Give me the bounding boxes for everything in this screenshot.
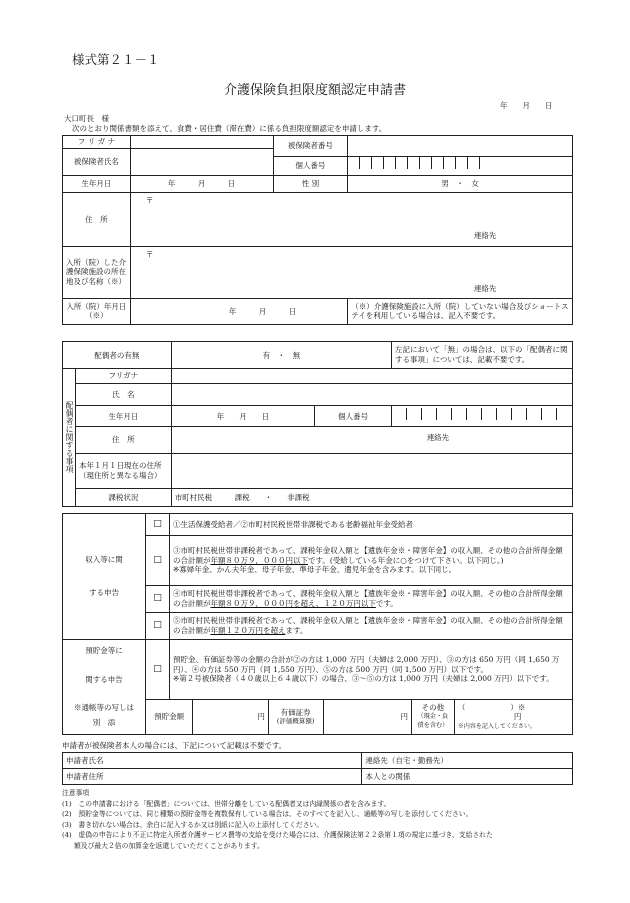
personal-number-boxes[interactable]	[348, 157, 573, 175]
savings-check[interactable]: □	[145, 640, 169, 700]
spouse-name-input[interactable]	[171, 383, 572, 406]
form-number: 様式第２１－１	[72, 52, 160, 67]
address-label: 住 所	[63, 192, 131, 246]
facility-input[interactable]	[130, 246, 572, 298]
spouse-side-label: 配偶者に関する事項	[63, 369, 76, 507]
note-2: (2) 預貯金等については、同じ種類の預貯金等を複数保有している場合は、そのすべてを記入し、通帳等の写しを添付してください。	[62, 810, 473, 819]
note-4a: (4) 虚偽の申告により不正に特定入所者介護サービス費等の支給を受けた場合には、介護保険法第２２条第１項の規定に基づき、支給された	[62, 831, 493, 840]
deposit-input[interactable]: 円	[193, 700, 269, 734]
spouse-tax-select[interactable]: 市町村民税 課税 ・ 非課税	[171, 488, 572, 506]
savings-label: 預貯金等に 関する申告 ※通帳等の写しは 別 添	[63, 640, 146, 735]
declaration-table	[62, 513, 573, 735]
income-check-4[interactable]: □	[145, 586, 169, 613]
admission-date-label: 入所（院）年月日（※）	[63, 298, 131, 324]
insured-name-input[interactable]	[130, 149, 273, 175]
spouse-address-label: 住 所	[75, 426, 171, 453]
spouse-prev-address-label: 本年１月１日現在の住所（現住所と異なる場合）	[75, 454, 171, 488]
income-item-4: ④市町村民税世帯非課税者であって、課税年金収入額と【遺族年金※・障害年金】の収入額、その他の合計所得金額の合計額が年額８０万９，０００円を超え、１２０万円以下です。	[169, 586, 572, 613]
spouse-furigana-input[interactable]	[171, 369, 572, 383]
spouse-exists-label: 配偶者の有無	[63, 342, 172, 369]
spouse-personal-no-label: 個人番号	[315, 406, 392, 427]
spouse-furigana-label: フリガナ	[75, 369, 171, 383]
birthdate-input[interactable]: 年 月 日	[130, 175, 273, 192]
income-check-5[interactable]: □	[145, 613, 169, 640]
spouse-contact-label: 連絡先	[426, 432, 450, 442]
deposit-label: 預貯金額	[146, 700, 193, 734]
sex-label: 性 別	[273, 175, 348, 192]
insured-number-input[interactable]	[348, 136, 573, 157]
postal-mark: 〒	[145, 195, 154, 205]
spouse-birth-input[interactable]: 年 月 日	[171, 406, 315, 427]
spouse-tax-label: 課税状況	[75, 488, 171, 506]
savings-amounts	[145, 700, 572, 735]
notes-heading: 注意事項	[62, 789, 90, 797]
requester-note: 申請者が被保険者本人の場合には、下記について記載は不要です。	[62, 741, 287, 750]
savings-text: 預貯金、有価証券等の金額の合計が②の方は 1,000 万円（夫婦は 2,000 万円）、③の方は 650 万円（同 1,650 万円）、④の方は 550 万円（同 1,550 万円）、⑤の方は 500 万円（同 1,500 万円）以下です。 ※第２号被保険者（４０歳以上６４歳以下）の場合、③～⑤の方は 1,000 万円（夫婦は 2,000 万円）以下です。	[169, 640, 572, 700]
income-check-3[interactable]: □	[145, 536, 169, 586]
facility-contact-label: 連絡先	[473, 284, 497, 294]
date-line: 年 月 日	[500, 101, 553, 110]
intro-text: 次のとおり関係書類を添えて、食費・居住費（滞在費）に係る負担限度額認定を申請します。	[72, 124, 387, 133]
requester-address-field[interactable]: 申請者住所	[63, 769, 362, 785]
furigana-label: フ リ ガ ナ	[63, 136, 131, 149]
applicant-table	[62, 135, 573, 325]
spouse-address-input[interactable]	[171, 426, 572, 453]
income-item-5: ⑤市町村民税世帯非課税者であって、課税年金収入額と【遺族年金※・障害年金】の収入額、その他の合計所得金額の合計額が年額１２０万円を超えます。	[169, 613, 572, 640]
birthdate-label: 生年月日	[63, 175, 131, 192]
facility-label: 入所（院）した介護保険施設の所在地及び名称（※）	[63, 246, 131, 298]
sex-select[interactable]: 男 ・ 女	[348, 175, 573, 192]
spouse-birth-label: 生年月日	[75, 406, 171, 427]
income-item-3: ③市町村民税世帯非課税者であって、課税年金収入額と【遺族年金※・障害年金】の収入額、その他の合計所得金額の合計額が年額８０万９，０００円以下です。(受給している年金に○をつけて下さい。以下同じ。) ※寡婦年金、かん夫年金、母子年金、準母子年金、遺児年金を含みます。以下同じ。	[169, 536, 572, 586]
securities-label: 有価証券 (評価概算額)	[268, 700, 323, 734]
other-input[interactable]: （ ）※ 円 ※内容を記入してください。	[454, 700, 572, 734]
page-title: 介護保険負担限度額認定申請書	[223, 83, 406, 98]
requester-name-field[interactable]: 申請者氏名	[63, 753, 362, 769]
addressee: 大口町長 様	[64, 114, 109, 123]
spouse-personal-no-boxes[interactable]	[391, 406, 572, 427]
insured-number-label: 被保険者番号	[273, 136, 348, 157]
requester-relation-field[interactable]: 本人との関係	[362, 769, 573, 785]
address-contact-label: 連絡先	[473, 231, 497, 241]
requester-contact-field[interactable]: 連絡先（自宅・勤務先）	[362, 753, 573, 769]
requester-table	[62, 752, 573, 785]
admission-note: （※）介護保険施設に入所（院）していない場合及びショートステイを利用している場合は、記入不要です。	[348, 298, 573, 324]
personal-number-label: 個人番号	[273, 157, 348, 175]
notes-section	[62, 788, 582, 851]
admission-date-input[interactable]: 年 月 日	[130, 298, 347, 324]
spouse-name-label: 氏 名	[75, 383, 171, 406]
spouse-exists-select[interactable]: 有 ・ 無	[171, 342, 391, 369]
other-label: その他 （現金・負債を含む）	[412, 700, 455, 734]
insured-name-label: 被保険者氏名	[63, 149, 131, 175]
spouse-exists-note: 左記において「無」の場合は、以下の「配偶者に関する事項」については、記載不要です。	[391, 342, 572, 369]
note-3: (3) 書き切れない場合は、余白に記入するか又は別紙に記入の上添付してください。	[62, 820, 324, 829]
income-label: 収入等に関 する申告	[63, 514, 146, 640]
spouse-table	[62, 341, 573, 507]
note-4b: 額及び最大２倍の加算金を返還していただくことがあります。	[74, 841, 264, 850]
furigana-input[interactable]	[130, 136, 273, 149]
address-input[interactable]	[130, 192, 572, 246]
income-check-1[interactable]: □	[145, 514, 169, 536]
facility-postal-mark: 〒	[145, 249, 154, 259]
note-1: (1) この申請書における「配偶者」については、世帯分離をしている配偶者又は内縁関係の者を含みます。	[62, 799, 391, 808]
securities-input[interactable]: 円	[323, 700, 411, 734]
spouse-prev-address-input[interactable]	[171, 454, 572, 488]
income-item-1: ①生活保護受給者／②市町村民税世帯非課税である老齢福祉年金受給者	[169, 514, 572, 536]
